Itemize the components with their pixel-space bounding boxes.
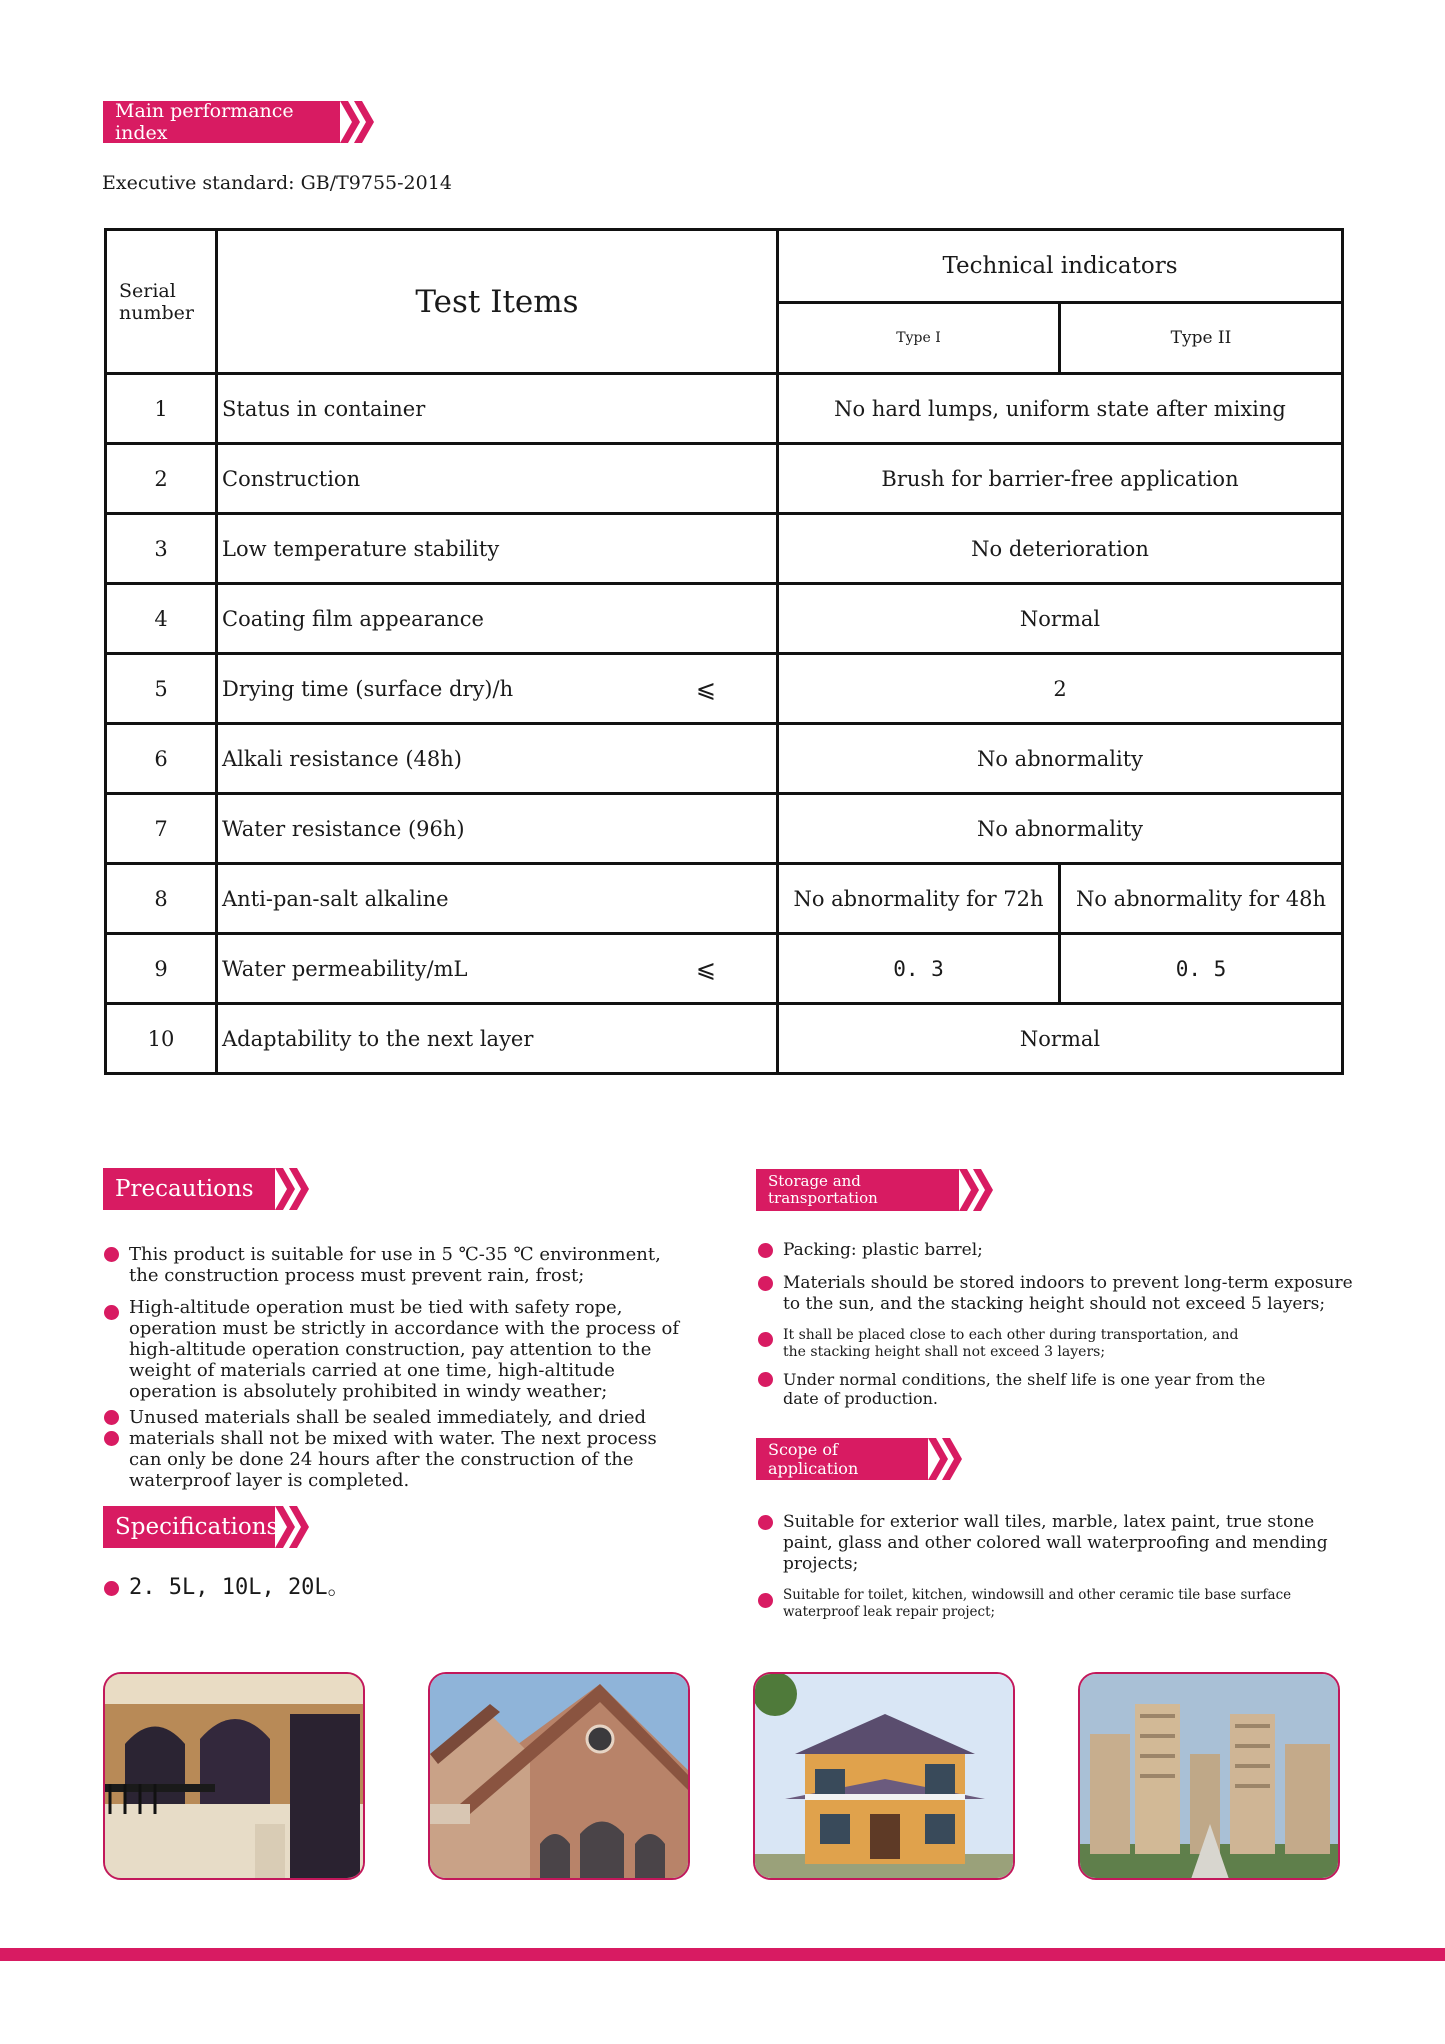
residential-towers-photo	[1078, 1672, 1340, 1880]
row-number: 7	[106, 794, 217, 864]
list-item: Under normal conditions, the shelf life is one year from the date of production.	[758, 1370, 1303, 1408]
list-item: It shall be placed close to each other during transportation, and the stacking height shall not exceed 3 layers;	[758, 1327, 1253, 1361]
row-value: No abnormality	[778, 794, 1343, 864]
scope-title: Scope of application	[756, 1438, 928, 1480]
row-value: No abnormality	[778, 724, 1343, 794]
row-value: No deterioration	[778, 514, 1343, 584]
table-row	[106, 1004, 1343, 1074]
bullet-icon	[758, 1276, 773, 1291]
row-value: No hard lumps, uniform state after mixing	[778, 374, 1343, 444]
row-value: 2	[778, 654, 1343, 724]
table-row	[106, 444, 1343, 514]
specifications-list	[104, 1576, 350, 1600]
executive-standard: Executive standard: GB/T9755-2014	[102, 172, 452, 194]
row-item: Adaptability to the next layer	[217, 1004, 778, 1074]
row-number: 3	[106, 514, 217, 584]
main-performance-banner	[103, 101, 385, 143]
bullet-icon	[758, 1332, 773, 1347]
bullet-icon	[104, 1410, 119, 1425]
row-item: Status in container	[217, 374, 778, 444]
less-equal-symbol: ⩽	[695, 674, 716, 703]
list-item: Suitable for exterior wall tiles, marble, latex paint, true stone paint, glass and other colored wall waterproofing and mending projects;	[758, 1512, 1368, 1575]
bullet-icon	[758, 1372, 773, 1387]
row-number: 5	[106, 654, 217, 724]
chevron-arrows-icon	[275, 1506, 320, 1548]
list-item: High-altitude operation must be tied with safety rope, operation must be strictly in accordance with the process of high-altitude operation construction, pay attention to the weight of materials carried at one time, high-altitude operation is absolutely prohibited in windy weather;	[104, 1297, 684, 1402]
table-row	[106, 654, 1343, 724]
less-equal-symbol: ⩽	[695, 954, 716, 983]
bullet-icon	[104, 1581, 119, 1596]
row-number: 8	[106, 864, 217, 934]
bullet-icon	[758, 1243, 773, 1258]
table-row	[106, 864, 1343, 934]
header-test-items: Test Items	[217, 230, 778, 374]
list-item: This product is suitable for use in 5 ℃-35 ℃ environment, the construction process must prevent rain, frost;	[104, 1244, 684, 1286]
bullet-icon	[104, 1247, 119, 1262]
row-item: Construction	[217, 444, 778, 514]
row-number: 4	[106, 584, 217, 654]
row-number: 1	[106, 374, 217, 444]
row-value-type-2: No abnormality for 48h	[1060, 864, 1343, 934]
row-item: Alkali resistance (48h)	[217, 724, 778, 794]
table-row	[106, 514, 1343, 584]
row-item: Drying time (surface dry)/h ⩽	[217, 654, 778, 724]
bullet-icon	[758, 1515, 773, 1530]
row-value-type-1: No abnormality for 72h	[778, 864, 1060, 934]
list-item: Unused materials shall be sealed immediately, and dried materials shall not be mixed with water. The next process can only be done 24 hours after the construction of the waterproof layer is completed.	[104, 1407, 684, 1491]
table-row	[106, 724, 1343, 794]
scope-banner	[756, 1438, 973, 1480]
bullet-icon	[758, 1593, 773, 1608]
table-row	[106, 794, 1343, 864]
row-item: Coating film appearance	[217, 584, 778, 654]
row-item: Anti-pan-salt alkaline	[217, 864, 778, 934]
specifications-banner	[103, 1506, 320, 1548]
row-value-type-2: 0. 5	[1060, 934, 1343, 1004]
header-serial-number: Serial number	[106, 230, 217, 374]
bottom-accent-bar	[0, 1948, 1445, 1961]
row-value: Normal	[778, 584, 1343, 654]
bullet-icon	[104, 1305, 119, 1320]
list-item: Materials should be stored indoors to prevent long-term exposure to the sun, and the stacking height should not exceed 5 layers;	[758, 1273, 1358, 1315]
row-value-type-1: 0. 3	[778, 934, 1060, 1004]
performance-table	[104, 228, 1344, 1075]
list-item: 2. 5L, 10L, 20L。	[104, 1576, 350, 1600]
row-value: Normal	[778, 1004, 1343, 1074]
row-number: 9	[106, 934, 217, 1004]
precautions-title: Precautions	[103, 1168, 275, 1210]
header-type-2: Type II	[1060, 302, 1343, 374]
main-performance-title: Main performance index	[103, 101, 340, 143]
row-item: Water resistance (96h)	[217, 794, 778, 864]
precautions-banner	[103, 1168, 320, 1210]
header-type-1: Type I	[778, 302, 1060, 374]
stucco-house-photo	[428, 1672, 690, 1880]
bullet-icon	[104, 1431, 119, 1446]
chevron-arrows-icon	[928, 1438, 973, 1480]
list-item: Packing: plastic barrel;	[758, 1240, 1358, 1261]
villa-facade-photo	[103, 1672, 365, 1880]
row-number: 10	[106, 1004, 217, 1074]
two-story-house-photo	[753, 1672, 1015, 1880]
storage-title: Storage and transportation	[756, 1169, 959, 1211]
precautions-list	[104, 1244, 684, 1491]
table-row	[106, 934, 1343, 1004]
list-item: Suitable for toilet, kitchen, windowsill and other ceramic tile base surface waterproof leak repair project;	[758, 1587, 1368, 1621]
row-item: Low temperature stability	[217, 514, 778, 584]
chevron-arrows-icon	[275, 1168, 320, 1210]
table-row	[106, 584, 1343, 654]
storage-list	[758, 1240, 1358, 1408]
storage-banner	[756, 1169, 1004, 1211]
scope-list	[758, 1512, 1368, 1621]
header-technical-indicators: Technical indicators	[778, 230, 1343, 303]
chevron-arrows-icon	[340, 101, 385, 143]
row-number: 6	[106, 724, 217, 794]
specifications-title: Specifications	[103, 1506, 275, 1548]
table-row	[106, 374, 1343, 444]
row-number: 2	[106, 444, 217, 514]
row-value: Brush for barrier-free application	[778, 444, 1343, 514]
chevron-arrows-icon	[959, 1169, 1004, 1211]
row-item: Water permeability/mL ⩽	[217, 934, 778, 1004]
